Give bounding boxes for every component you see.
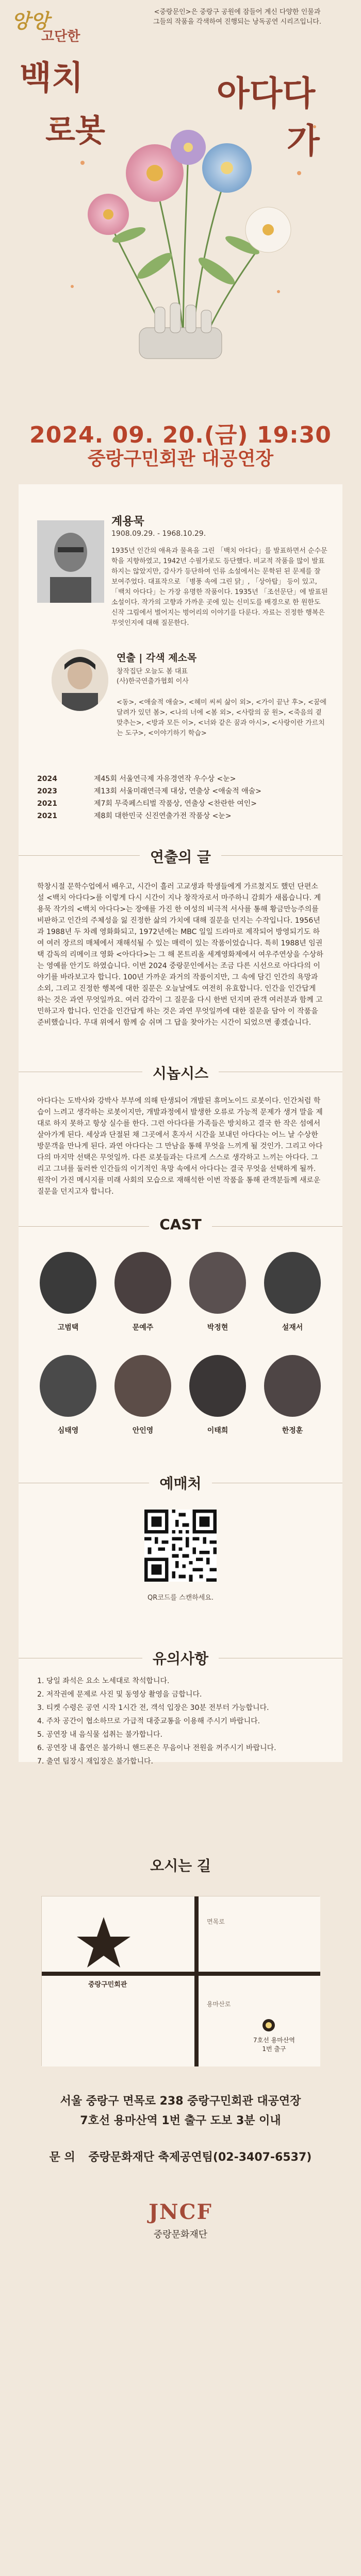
address-text: 서울 중랑구 면목로 238 중랑구민회관 대공연장 7호선 용마산역 1번 출구 도보 3분 이내 <box>60 2095 301 2127</box>
cast-photo <box>189 1355 246 1417</box>
footer-logo <box>0 2200 361 2241</box>
author-bio: 1935년 인간의 애욕과 물욕을 그린 「백치 아다다」를 발표하면서 순수문학을 지향하였고, 1942년 수필가로도 등단했다. 비교적 작품을 많이 발표하지는 않았지만, 감사가 등단하여 인류 소설에서는 문학된 된 문제를 잘 보여주었다. 대표작으로 「병풍 속에 그린 닭」, 「상아탑」 등이 있고, 「백치 아다다」는 가장 유명한 작품이다. 1935년 「조선문단」에 발표된 소설이다. 작가의 고향과 가까운 곳에 있는 신미도를 배경으로 한 원한도 신작 그림에서 벌어지는 벙어리의 이야기를 다룬다. 자료는 진정한 행복은 무엇인지에 대해 질문한다. <box>111 547 328 627</box>
footer-org-name: 중랑문화재단 <box>153 2229 208 2240</box>
location-map <box>41 1896 320 2066</box>
award-year: 2021 <box>37 812 57 820</box>
cast-member <box>187 1355 249 1435</box>
map-street-1: 면목로 <box>207 1918 225 1925</box>
title-part4: 가 <box>287 121 320 161</box>
cast-name: 심태영 <box>57 1427 79 1435</box>
notice-item: 4. 주차 공간이 협소하므로 가급적 대중교통을 이용해 주시기 바랍니다. <box>37 1717 260 1725</box>
cast-member <box>112 1355 174 1435</box>
cast-photo <box>114 1355 171 1417</box>
map-station-label: 7호선 용마산역 1번 출구 <box>253 2037 296 2053</box>
cast-member <box>37 1252 99 1332</box>
award-text: 제13회 서울미래연극제 대상, 연출상 <애술적 애술> <box>94 787 261 795</box>
cast-photo <box>40 1355 96 1417</box>
cast-photo <box>40 1252 96 1314</box>
director-photo <box>52 649 108 711</box>
cast-name: 한정훈 <box>282 1427 303 1435</box>
festival-logo <box>11 5 89 42</box>
cast-name: 문예주 <box>132 1324 154 1332</box>
title-part2: 로봇 <box>45 113 105 149</box>
cast-member <box>261 1355 323 1435</box>
logo-line2: 고단한 <box>41 29 80 44</box>
footer-logo-mark: JNCF <box>149 2200 212 2224</box>
map-street-2: 용마산로 <box>207 2001 231 2008</box>
robot-hand <box>139 303 222 359</box>
map-venue-label: 중랑구민회관 <box>88 1981 127 1989</box>
title-part1: 백치 <box>20 59 84 97</box>
notice-item: 5. 공연장 내 음식물 섭취는 불가합니다. <box>37 1731 162 1739</box>
intro-text: <중랑문인>은 중랑구 공원에 잠들어 계신 다양한 인물과 그들의 작품을 각색하여 진행되는 낭독공연 시리즈입니다. <box>153 8 322 26</box>
qr-caption: QR코드를 스캔하세요. <box>147 1594 214 1602</box>
cast-heading <box>19 1216 342 1233</box>
reservation-qr-code[interactable] <box>144 1510 217 1582</box>
inquiry-label: 문 의 <box>49 2151 75 2164</box>
cast-name: 안인영 <box>132 1427 154 1435</box>
author-dates: 1908.09.29. - 1968.10.29. <box>111 530 206 538</box>
cast-member <box>187 1252 249 1332</box>
notice-item: 2. 저작권에 문제로 사진 및 동영상 촬영을 금합니다. <box>37 1690 202 1699</box>
subway-station-icon <box>262 2019 275 2031</box>
notice-item: 1. 당일 좌석은 요소 노세대로 착석합니다. <box>37 1677 170 1685</box>
notice-item: 6. 공연장 내 흡연은 불가하니 핸드폰은 무음이나 전원을 꺼주시기 바랍니다. <box>37 1744 276 1752</box>
reserve-heading-text: 예매처 <box>149 1475 211 1492</box>
map-heading-wrap <box>0 1855 361 1875</box>
logo-line1: 앙앙 <box>11 9 50 32</box>
director-note-heading-text: 연출의 글 <box>140 849 221 866</box>
award-row <box>37 785 326 798</box>
notice-list <box>37 1674 324 1768</box>
cast-heading-text: CAST <box>149 1216 211 1233</box>
map-heading-text: 오시는 길 <box>140 1857 221 1874</box>
cast-name: 설재서 <box>282 1324 303 1332</box>
award-year: 2024 <box>37 775 57 783</box>
cast-name: 박정현 <box>207 1324 228 1332</box>
cast-photo <box>114 1252 171 1314</box>
notice-heading <box>19 1648 342 1668</box>
map-heading <box>0 1855 361 1875</box>
director-title: 연출 | 각색 제소목 <box>117 652 197 664</box>
notice-item: 7. 출연 팀장시 재입장은 불가합니다. <box>37 1757 153 1766</box>
info-card <box>19 484 342 1766</box>
synopsis-heading <box>19 1062 342 1083</box>
synopsis-text: 아다다는 도박사와 강박사 부부에 의해 탄생되어 개발된 휴머노이드 로봇이다. 인간처럼 학습이 느려고 생각하는 로봇이지만, 개발과정에서 발생한 오류로 가능적 문제가 생겨 말을 제대로 하지 못하고 항상 실수를 한다. 그런 아다다를 가족들은 방치하고 결국 한 작은 섬에서 살아가게 된다. 세상과 단절된 채 그곳에서 혼자서 시간을 보내던 아다다는 어느 날 수상한 방문객을 만나게 된다. 과연 아다다는 그 만남을 통해 무엇을 느끼게 될 것인가. 그리고 아다다의 마지막 선택은 무엇일까. 다른 로봇들과는 다르게 스스로 생각하고 느끼는 아다다. 그리고 그녀를 둘러싼 인간들의 이기적인 욕망 속에서 아다다는 결국 무엇을 선택하게 될까. 원작이 가진 메시지를 미래 사회의 모습으로 재해석한 이번 작품을 통해 관객분들께 새로운 질문을 던지고자 합니다. <box>37 1097 323 1196</box>
award-text: 제8회 대한민국 신진연출가전 작품상 <눈> <box>94 812 232 820</box>
awards-list <box>37 773 326 822</box>
cast-photo <box>264 1355 321 1417</box>
award-text: 제7회 무죽페스티벌 작품상, 연출상 <찬란한 여인> <box>94 800 257 808</box>
award-row <box>37 810 326 822</box>
title-part3: 아다다 <box>217 73 316 113</box>
cast-member <box>37 1355 99 1435</box>
synopsis-heading-text: 시놉시스 <box>142 1065 219 1082</box>
inquiry-line <box>0 2148 361 2164</box>
cast-photo <box>264 1252 321 1314</box>
award-year: 2023 <box>37 787 57 795</box>
notice-item: 3. 티켓 수령은 공연 시작 1시간 전, 객석 입장은 30분 전부터 가능합니다. <box>37 1704 269 1712</box>
cast-member <box>261 1252 323 1332</box>
author-photo <box>37 520 104 603</box>
title-block <box>0 59 361 299</box>
cast-name: 이태희 <box>207 1427 228 1435</box>
director-note-text: 학창시절 문학수업에서 배우고, 시간이 흘러 고교생과 학생들에게 가르쳤지도 했던 단편소설 <백치 아다다>를 이렇게 다시 시간이 지나 창작자로서 마주하니 감회가 새롭습니다. 계용묵 작가의 <백치 아다다>는 장애를 가진 한 여성의 비극적 서사를 통해 황금만능주의를 비판하고 인간의 주체성을 잃 진정한 삶의 가치에 대해 질문을 던지는 수작입니다. 1956년과 1988년 두 차례 영화화되고, 1972년에는 MBC 일일 드라마로 제작되어 방영되기도 하여 여러 장르의 매체에서 재해석될 수 있는 매력이 있는 작품이었습니다. 특히 1988년 임권택 감독의 리메이크 영화 <아다다>는 그 해 몬트리올 세계영화제에서 여우주연상을 수상하는 영예를 안기도 하였습니다. 이번 2024 중랑문인에서는 조금 다른 시선으로 아다다의 이야기를 바라보고자 합니다. 100년 가까운 과거의 작품이지만, 그 속에 담긴 인간의 욕망과 소외, 그리고 진정한 행복에 대한 질문은 오늘날에도 여전히 유효합니다. 인간을 인간답게 하는 것은 과연 무엇일까요. 여러 감각이 그 질문을 다시 한번 던지며 관객 여러분과 함께 고민하고자 합니다. 인간을 인간답게 하는 것은 과연 무엇일까에 대한 질문을 담아 이 작품을 준비했습니다. 무대 위에서 함께 숨 쉬며 그 답을 찾아가는 시간이 되었으면 좋겠습니다. <box>37 883 323 1027</box>
cast-member <box>112 1252 174 1332</box>
reserve-heading <box>19 1472 342 1493</box>
notice-heading-text: 유의사항 <box>142 1650 219 1667</box>
performance-date: 2024. 09. 20.(금) 19:30 <box>29 422 332 448</box>
award-year: 2021 <box>37 800 57 808</box>
author-name: 계용묵 <box>111 515 144 528</box>
director-note-heading <box>19 846 342 867</box>
award-row <box>37 798 326 810</box>
award-row <box>37 773 326 785</box>
inquiry-text: 중랑문화재단 축제공연팀(02-3407-6537) <box>88 2151 312 2164</box>
cast-name: 고범택 <box>57 1324 79 1332</box>
award-text: 제45회 서울연극제 자유경연작 우수상 <눈> <box>94 775 236 783</box>
director-desc: 창작집단 오늘도 봄 대표 (사)한국연출가협회 이사 <box>117 668 189 685</box>
director-works: <동>, <애술적 애술>, <헤미 씨씨 삶이 외>, <가이 끝난 후>, <꿈에 달려가 있던 봄>, <나의 너에 <봄 외>, <사람의 꿈 원>, <죽음의 곁 맞추는>, <방과 모든 이>, <너와 같은 꿈과 아시>, <사랑이란 가르치는 도구>, <이야기하기 학습> <box>117 699 327 737</box>
cast-photo <box>189 1252 246 1314</box>
performance-venue: 중랑구민회관 대공연장 <box>87 448 274 469</box>
